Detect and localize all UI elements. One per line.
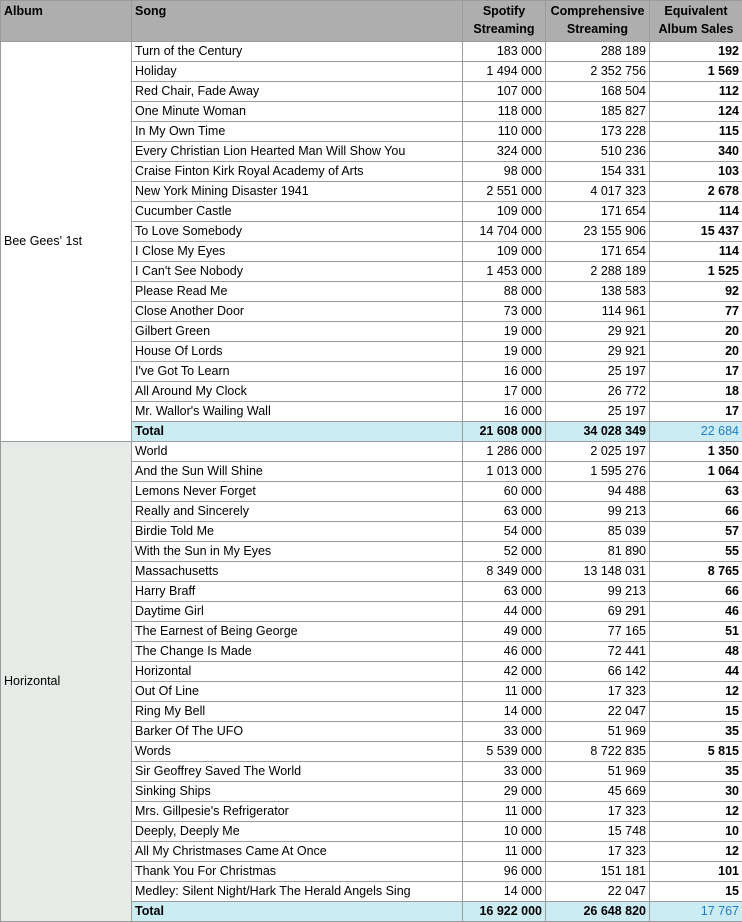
- equivalent-cell: 51: [650, 622, 742, 642]
- spotify-cell: 5 539 000: [463, 742, 546, 762]
- spotify-cell: 1 453 000: [463, 262, 546, 282]
- equivalent-cell: 12: [650, 842, 742, 862]
- song-title-cell: Holiday: [132, 62, 463, 82]
- comprehensive-cell: 66 142: [546, 662, 650, 682]
- spotify-cell: 96 000: [463, 862, 546, 882]
- spotify-cell: 19 000: [463, 322, 546, 342]
- equivalent-cell: 124: [650, 102, 742, 122]
- equivalent-cell: 103: [650, 162, 742, 182]
- song-title-cell: Really and Sincerely: [132, 502, 463, 522]
- comprehensive-cell: 25 197: [546, 362, 650, 382]
- song-title-cell: Harry Braff: [132, 582, 463, 602]
- album-cell: Bee Gees' 1st: [1, 42, 132, 442]
- equivalent-cell: 12: [650, 802, 742, 822]
- comprehensive-cell: 2 288 189: [546, 262, 650, 282]
- spotify-cell: 29 000: [463, 782, 546, 802]
- song-title-cell: Mr. Wallor's Wailing Wall: [132, 402, 463, 422]
- comprehensive-cell: 85 039: [546, 522, 650, 542]
- spotify-cell: 49 000: [463, 622, 546, 642]
- spotify-cell: 11 000: [463, 682, 546, 702]
- header-comprehensive-line2: Streaming: [567, 22, 628, 36]
- spotify-cell: 63 000: [463, 502, 546, 522]
- comprehensive-cell: 171 654: [546, 202, 650, 222]
- equivalent-cell: 1 525: [650, 262, 742, 282]
- song-title-cell: Deeply, Deeply Me: [132, 822, 463, 842]
- comprehensive-cell: 2 352 756: [546, 62, 650, 82]
- equivalent-cell: 77: [650, 302, 742, 322]
- song-title-cell: With the Sun in My Eyes: [132, 542, 463, 562]
- song-title-cell: Birdie Told Me: [132, 522, 463, 542]
- comprehensive-cell: 15 748: [546, 822, 650, 842]
- song-title-cell: One Minute Woman: [132, 102, 463, 122]
- song-title-cell: Daytime Girl: [132, 602, 463, 622]
- comprehensive-cell: 2 025 197: [546, 442, 650, 462]
- comprehensive-cell: 168 504: [546, 82, 650, 102]
- comprehensive-cell: 17 323: [546, 842, 650, 862]
- song-title-cell: Barker Of The UFO: [132, 722, 463, 742]
- equivalent-cell: 15 437: [650, 222, 742, 242]
- song-title-cell: Gilbert Green: [132, 322, 463, 342]
- spotify-cell: 60 000: [463, 482, 546, 502]
- header-row: [1, 1, 742, 42]
- comprehensive-cell: 94 488: [546, 482, 650, 502]
- song-title-cell: Turn of the Century: [132, 42, 463, 62]
- table-row: [1, 442, 742, 462]
- spotify-cell: 10 000: [463, 822, 546, 842]
- equivalent-cell: 63: [650, 482, 742, 502]
- spotify-cell: 107 000: [463, 82, 546, 102]
- song-title-cell: I Can't See Nobody: [132, 262, 463, 282]
- header-spotify-line1: Spotify: [483, 4, 525, 18]
- equivalent-cell: 30: [650, 782, 742, 802]
- song-title-cell: The Earnest of Being George: [132, 622, 463, 642]
- equivalent-cell: 92: [650, 282, 742, 302]
- equivalent-cell: 114: [650, 202, 742, 222]
- spotify-cell: 54 000: [463, 522, 546, 542]
- comprehensive-cell: 288 189: [546, 42, 650, 62]
- equivalent-cell: 35: [650, 722, 742, 742]
- spotify-cell: 88 000: [463, 282, 546, 302]
- comprehensive-cell: 99 213: [546, 582, 650, 602]
- comprehensive-cell: 72 441: [546, 642, 650, 662]
- comprehensive-cell: 173 228: [546, 122, 650, 142]
- comprehensive-cell: 77 165: [546, 622, 650, 642]
- equivalent-cell: 57: [650, 522, 742, 542]
- spotify-cell: 33 000: [463, 762, 546, 782]
- song-title-cell: Lemons Never Forget: [132, 482, 463, 502]
- comprehensive-cell: 23 155 906: [546, 222, 650, 242]
- comprehensive-cell: 29 921: [546, 342, 650, 362]
- spotify-cell: 324 000: [463, 142, 546, 162]
- comprehensive-cell: 151 181: [546, 862, 650, 882]
- table-body: [1, 42, 742, 922]
- equivalent-cell: 66: [650, 582, 742, 602]
- equivalent-cell: 12: [650, 682, 742, 702]
- equivalent-cell: 66: [650, 502, 742, 522]
- spotify-cell: 17 000: [463, 382, 546, 402]
- spotify-cell: 19 000: [463, 342, 546, 362]
- song-title-cell: Out Of Line: [132, 682, 463, 702]
- spotify-cell: 1 013 000: [463, 462, 546, 482]
- equivalent-cell: 35: [650, 762, 742, 782]
- equivalent-cell: 10: [650, 822, 742, 842]
- comprehensive-cell: 22 047: [546, 882, 650, 902]
- spotify-cell: 14 704 000: [463, 222, 546, 242]
- header-equivalent: [650, 1, 742, 42]
- comprehensive-cell: 185 827: [546, 102, 650, 122]
- comprehensive-cell: 51 969: [546, 722, 650, 742]
- song-title-cell: Cucumber Castle: [132, 202, 463, 222]
- song-title-cell: Medley: Silent Night/Hark The Herald Angels Sing: [132, 882, 463, 902]
- spotify-cell: 16 000: [463, 362, 546, 382]
- spotify-cell: 109 000: [463, 202, 546, 222]
- total-label-cell: Total: [132, 422, 463, 442]
- comprehensive-cell: 99 213: [546, 502, 650, 522]
- equivalent-cell: 20: [650, 322, 742, 342]
- comprehensive-cell: 29 921: [546, 322, 650, 342]
- spotify-cell: 16 000: [463, 402, 546, 422]
- spotify-cell: 52 000: [463, 542, 546, 562]
- song-title-cell: Red Chair, Fade Away: [132, 82, 463, 102]
- spotify-cell: 1 494 000: [463, 62, 546, 82]
- comprehensive-cell: 22 047: [546, 702, 650, 722]
- equivalent-cell: 1 350: [650, 442, 742, 462]
- spotify-cell: 1 286 000: [463, 442, 546, 462]
- comprehensive-cell: 17 323: [546, 682, 650, 702]
- total-comprehensive-cell: 26 648 820: [546, 902, 650, 922]
- spotify-cell: 14 000: [463, 702, 546, 722]
- song-title-cell: Ring My Bell: [132, 702, 463, 722]
- spotify-cell: 14 000: [463, 882, 546, 902]
- header-comprehensive-line1: Comprehensive: [551, 4, 645, 18]
- song-title-cell: All Around My Clock: [132, 382, 463, 402]
- header-song: Song: [132, 1, 463, 42]
- equivalent-cell: 15: [650, 702, 742, 722]
- equivalent-cell: 2 678: [650, 182, 742, 202]
- equivalent-cell: 5 815: [650, 742, 742, 762]
- equivalent-cell: 101: [650, 862, 742, 882]
- spotify-cell: 33 000: [463, 722, 546, 742]
- song-title-cell: Please Read Me: [132, 282, 463, 302]
- equivalent-cell: 112: [650, 82, 742, 102]
- equivalent-cell: 192: [650, 42, 742, 62]
- song-title-cell: World: [132, 442, 463, 462]
- total-equivalent-cell: 22 684: [650, 422, 742, 442]
- equivalent-cell: 1 064: [650, 462, 742, 482]
- comprehensive-cell: 154 331: [546, 162, 650, 182]
- comprehensive-cell: 171 654: [546, 242, 650, 262]
- equivalent-cell: 114: [650, 242, 742, 262]
- song-title-cell: House Of Lords: [132, 342, 463, 362]
- spotify-cell: 110 000: [463, 122, 546, 142]
- song-title-cell: Craise Finton Kirk Royal Academy of Arts: [132, 162, 463, 182]
- song-title-cell: Close Another Door: [132, 302, 463, 322]
- spotify-cell: 8 349 000: [463, 562, 546, 582]
- equivalent-cell: 115: [650, 122, 742, 142]
- total-label-cell: Total: [132, 902, 463, 922]
- song-title-cell: Horizontal: [132, 662, 463, 682]
- equivalent-cell: 44: [650, 662, 742, 682]
- song-title-cell: Massachusetts: [132, 562, 463, 582]
- equivalent-cell: 17: [650, 402, 742, 422]
- equivalent-cell: 55: [650, 542, 742, 562]
- equivalent-cell: 15: [650, 882, 742, 902]
- header-equivalent-line1: Equivalent: [664, 4, 727, 18]
- comprehensive-cell: 51 969: [546, 762, 650, 782]
- song-title-cell: And the Sun Will Shine: [132, 462, 463, 482]
- comprehensive-cell: 17 323: [546, 802, 650, 822]
- spotify-cell: 109 000: [463, 242, 546, 262]
- spotify-cell: 73 000: [463, 302, 546, 322]
- header-album: Album: [1, 1, 132, 42]
- header-spotify: [463, 1, 546, 42]
- comprehensive-cell: 13 148 031: [546, 562, 650, 582]
- song-title-cell: I've Got To Learn: [132, 362, 463, 382]
- spotify-cell: 118 000: [463, 102, 546, 122]
- spotify-cell: 42 000: [463, 662, 546, 682]
- equivalent-cell: 340: [650, 142, 742, 162]
- total-spotify-cell: 16 922 000: [463, 902, 546, 922]
- spotify-cell: 98 000: [463, 162, 546, 182]
- spotify-cell: 11 000: [463, 802, 546, 822]
- song-title-cell: New York Mining Disaster 1941: [132, 182, 463, 202]
- spotify-cell: 44 000: [463, 602, 546, 622]
- equivalent-cell: 48: [650, 642, 742, 662]
- equivalent-cell: 46: [650, 602, 742, 622]
- comprehensive-cell: 81 890: [546, 542, 650, 562]
- song-title-cell: The Change Is Made: [132, 642, 463, 662]
- comprehensive-cell: 1 595 276: [546, 462, 650, 482]
- song-title-cell: Thank You For Christmas: [132, 862, 463, 882]
- equivalent-cell: 20: [650, 342, 742, 362]
- total-equivalent-cell: 17 767: [650, 902, 742, 922]
- spotify-cell: 63 000: [463, 582, 546, 602]
- spotify-cell: 11 000: [463, 842, 546, 862]
- equivalent-cell: 17: [650, 362, 742, 382]
- total-spotify-cell: 21 608 000: [463, 422, 546, 442]
- spotify-cell: 183 000: [463, 42, 546, 62]
- album-cell: Horizontal: [1, 442, 132, 922]
- song-title-cell: In My Own Time: [132, 122, 463, 142]
- comprehensive-cell: 26 772: [546, 382, 650, 402]
- equivalent-cell: 8 765: [650, 562, 742, 582]
- song-title-cell: Words: [132, 742, 463, 762]
- song-title-cell: I Close My Eyes: [132, 242, 463, 262]
- header-equivalent-line2: Album Sales: [658, 22, 733, 36]
- spotify-cell: 46 000: [463, 642, 546, 662]
- song-title-cell: Mrs. Gillpesie's Refrigerator: [132, 802, 463, 822]
- comprehensive-cell: 4 017 323: [546, 182, 650, 202]
- song-title-cell: Sir Geoffrey Saved The World: [132, 762, 463, 782]
- comprehensive-cell: 114 961: [546, 302, 650, 322]
- comprehensive-cell: 510 236: [546, 142, 650, 162]
- header-spotify-line2: Streaming: [473, 22, 534, 36]
- header-comprehensive: [546, 1, 650, 42]
- song-title-cell: Every Christian Lion Hearted Man Will Show You: [132, 142, 463, 162]
- spotify-cell: 2 551 000: [463, 182, 546, 202]
- equivalent-cell: 1 569: [650, 62, 742, 82]
- table-row: [1, 42, 742, 62]
- comprehensive-cell: 69 291: [546, 602, 650, 622]
- total-comprehensive-cell: 34 028 349: [546, 422, 650, 442]
- song-title-cell: Sinking Ships: [132, 782, 463, 802]
- song-title-cell: To Love Somebody: [132, 222, 463, 242]
- comprehensive-cell: 45 669: [546, 782, 650, 802]
- song-title-cell: All My Christmases Came At Once: [132, 842, 463, 862]
- comprehensive-cell: 8 722 835: [546, 742, 650, 762]
- comprehensive-cell: 138 583: [546, 282, 650, 302]
- comprehensive-cell: 25 197: [546, 402, 650, 422]
- equivalent-cell: 18: [650, 382, 742, 402]
